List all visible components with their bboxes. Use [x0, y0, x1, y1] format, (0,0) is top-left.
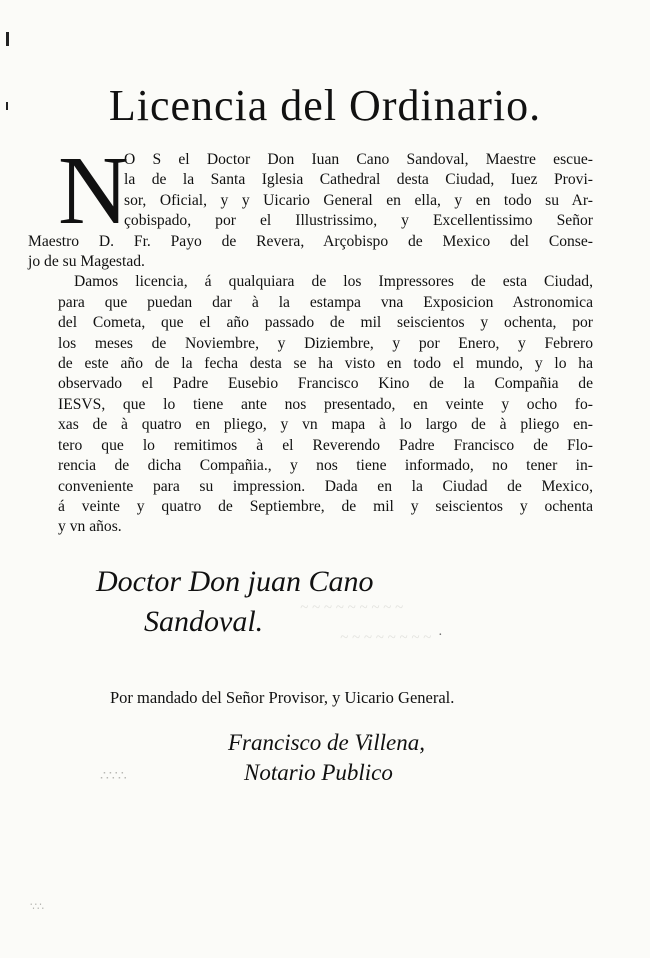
text-line: xas de à quatro en pliego, y vn mapa à lo largo de à pliego en-	[58, 416, 593, 434]
text-line: y vn años.	[58, 518, 122, 536]
text-line: de este año de la fecha desta se ha visto en todo el mundo, y lo ha	[58, 355, 593, 373]
ink-smudge: ∵∴	[30, 901, 44, 913]
text-line: çobispado, por el Illustrissimo, y Excellentissimo Señor	[124, 212, 593, 230]
text-line: O S el Doctor Don Iuan Cano Sandoval, Maestre escue-	[124, 151, 593, 168]
text-line: los meses de Noviembre, y Diziembre, y por Enero, y Febrero	[58, 334, 593, 352]
bleed-through: ~ ~ ~ ~ ~ ~ ~ ~ ~	[300, 600, 404, 616]
text-line: IESVS, que lo tiene ante nos presentado, en veinte y ocho fo-	[58, 395, 593, 413]
text-line: sor, Oficial, y y Uicario General en ella, y en todo su Ar-	[124, 191, 593, 209]
bleed-through: ~ ~ ~ ~ ~ ~ ~ ~	[340, 630, 432, 646]
left-edge-mark	[6, 32, 9, 46]
text-line: observado el Padre Eusebio Francisco Kino de la Compañia de	[58, 375, 593, 393]
paragraph-1	[28, 137, 593, 272]
text-line: Maestro D. Fr. Payo de Revera, Arçobispo de Mexico del Conse-	[28, 232, 593, 250]
ink-speck: ·	[438, 628, 443, 643]
page-title: Licencia del Ordinario.	[108, 81, 542, 130]
text-line: jo de su Magestad.	[28, 253, 145, 271]
text-line: para que puedan dar à la estampa vna Exposicion Astronomica	[58, 293, 593, 311]
text-line: rencia de dicha Compañia., y nos tiene informado, no tener in-	[58, 457, 593, 475]
signature-line: Sandoval.	[144, 605, 264, 638]
text-line: conveniente para su impression. Dada en la Ciudad de Mexico,	[58, 477, 593, 495]
text-line: tero que lo remitimos à el Reverendo Padre Francisco de Flo-	[58, 436, 593, 454]
signature-line: Francisco de Villena,	[228, 730, 425, 755]
signature-notary	[228, 728, 425, 788]
signature-line: Notario Publico	[244, 760, 393, 785]
drop-cap: N	[58, 137, 129, 245]
text-line: Damos licencia, á qualquiara de los Impressores de esta Ciudad,	[74, 273, 593, 291]
paragraph-2	[58, 272, 593, 537]
signature-line: Doctor Don juan Cano	[96, 565, 374, 598]
license-text	[28, 137, 593, 538]
text-line: del Cometa, que el año passado de mil seiscientos y ochenta, por	[58, 314, 593, 332]
text-line: á veinte y quatro de Septiembre, de mil y seiscientos y ochenta	[58, 497, 593, 515]
text-line: la de la Santa Iglesia Cathedral desta Ciudad, Iuez Provi-	[124, 171, 593, 189]
order-line: Por mandado del Señor Provisor, y Uicario General.	[110, 688, 455, 707]
ink-smudge: ∴∵∴	[100, 769, 127, 784]
